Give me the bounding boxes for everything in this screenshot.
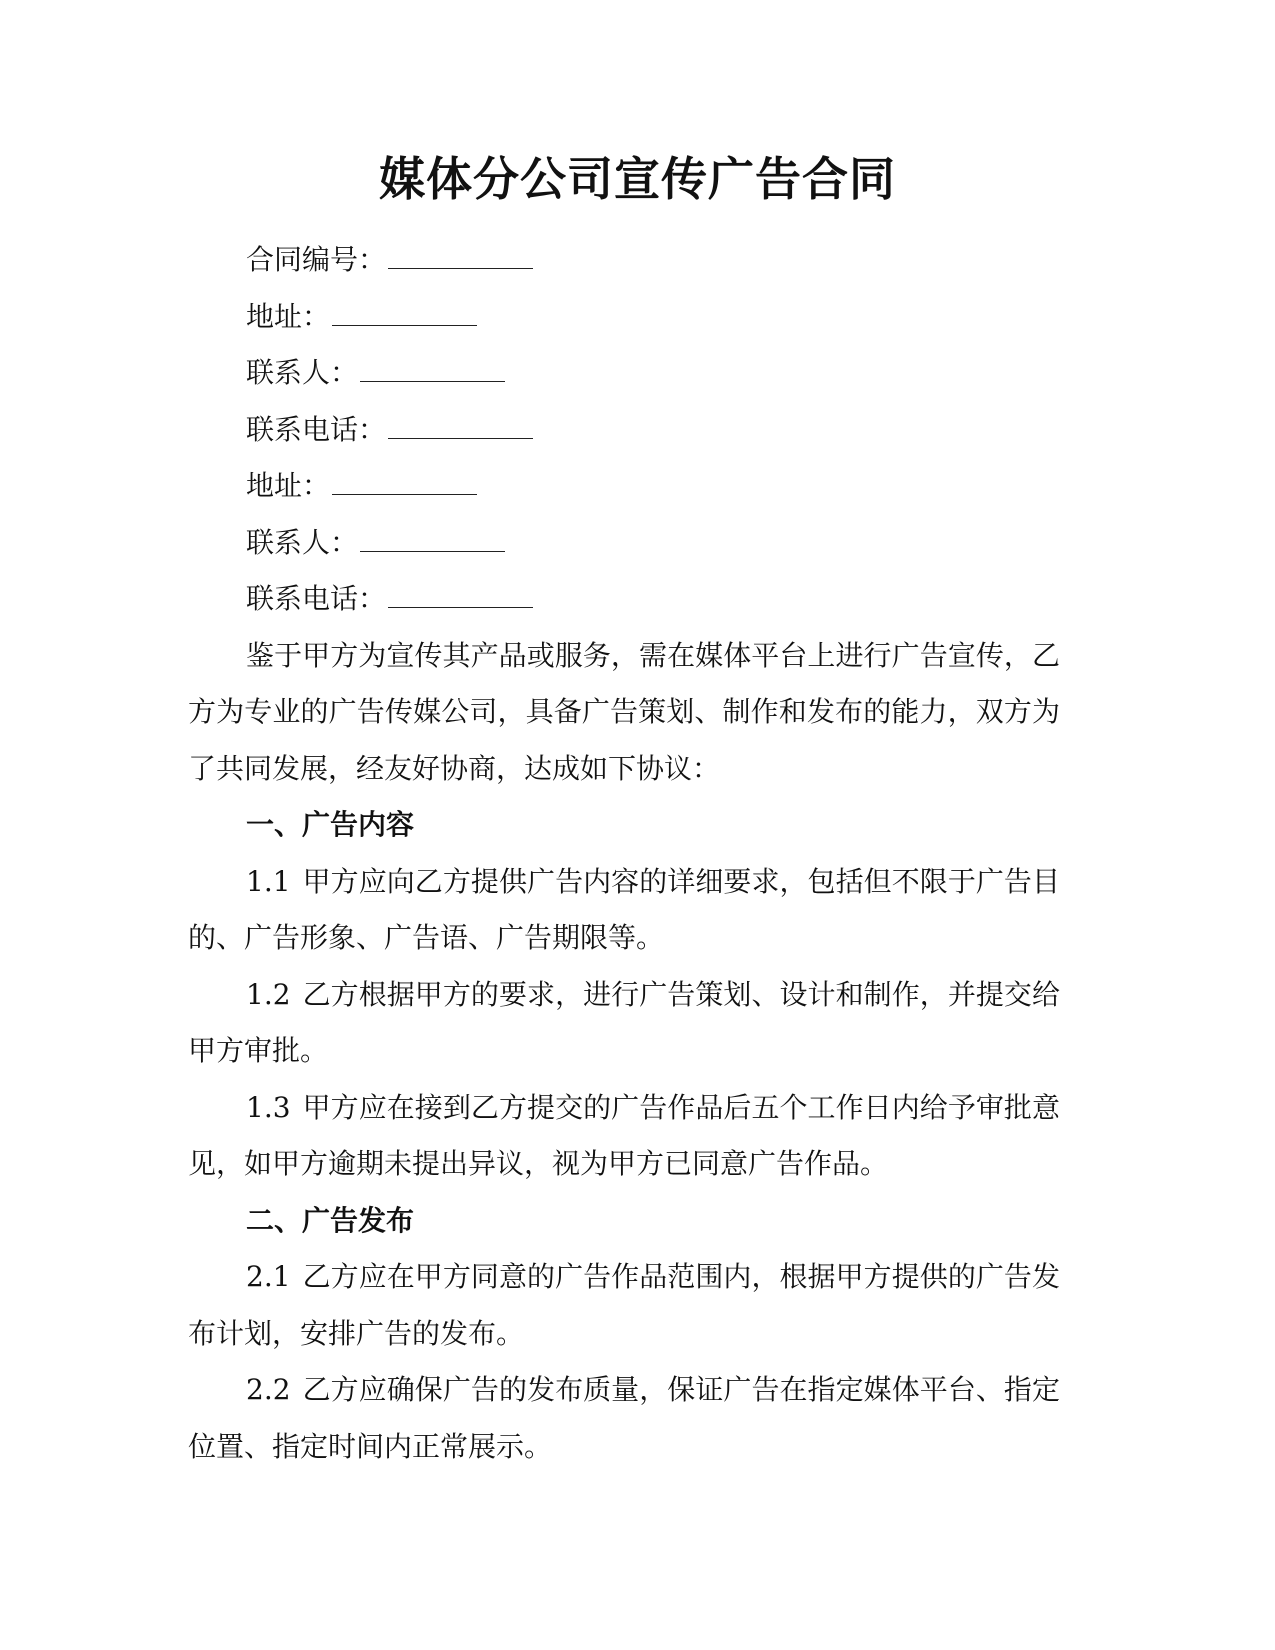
clause-text: 甲方应向乙方提供广告内容的详细要求，包括但不限于广告目的、广告形象、广告语、广告期限等。 [188,864,1060,954]
blank-line [360,521,505,552]
field-contact-phone [188,571,1060,628]
field-label: 联系人： [246,356,359,389]
field-contact-phone [188,402,1060,459]
clause-paragraph [188,1362,1060,1475]
clause-paragraph [188,967,1060,1080]
section-heading: 二、广告发布 [246,1203,415,1237]
clause-number: 1.3 [246,1090,291,1124]
blank-line [388,408,533,439]
clause-paragraph [188,1249,1060,1362]
field-label: 联系人： [246,525,359,559]
blank-line [332,464,477,495]
clause-paragraph [188,854,1060,967]
field-contract-number [188,232,1060,289]
intro-paragraph: 鉴于甲方为宣传其产品或服务，需在媒体平台上进行广告宣传，乙方为专业的广告传媒公司，具备广告策划、制作和发布的能力，双方为了共同发展，经友好协商，达成如下协议： [188,638,1060,785]
clause-text: 甲方应在接到乙方提交的广告作品后五个工作日内给予审批意见，如甲方逾期未提出异议，视为甲方已同意广告作品。 [188,1090,1060,1180]
field-address [188,289,1060,346]
clause-text: 乙方应确保广告的发布质量，保证广告在指定媒体平台、指定位置、指定时间内正常展示。 [188,1373,1060,1463]
blank-line [360,351,505,382]
clause-number: 1.1 [246,864,291,898]
clause-paragraph [188,1080,1060,1193]
blank-line [388,238,533,269]
blank-line [388,577,533,608]
clause-text: 乙方应在甲方同意的广告作品范围内，根据甲方提供的广告发布计划，安排广告的发布。 [188,1260,1060,1350]
field-address [188,458,1060,515]
section-heading: 一、广告内容 [246,808,415,841]
field-label: 联系电话： [246,412,387,446]
clause-number: 1.2 [246,977,291,1011]
document-body [188,232,1060,1475]
clause-number: 2.2 [246,1373,291,1406]
field-label: 地址： [246,299,331,333]
blank-line [332,295,477,326]
field-contact-person [188,515,1060,572]
field-contact-person [188,345,1060,402]
field-label: 联系电话： [246,582,387,615]
field-label: 地址： [246,469,331,502]
document-title: 媒体分公司宣传广告合同 [379,152,896,206]
field-label: 合同编号： [246,243,387,276]
clause-number: 2.1 [246,1260,291,1293]
clause-text: 乙方根据甲方的要求，进行广告策划、设计和制作，并提交给甲方审批。 [188,977,1060,1067]
